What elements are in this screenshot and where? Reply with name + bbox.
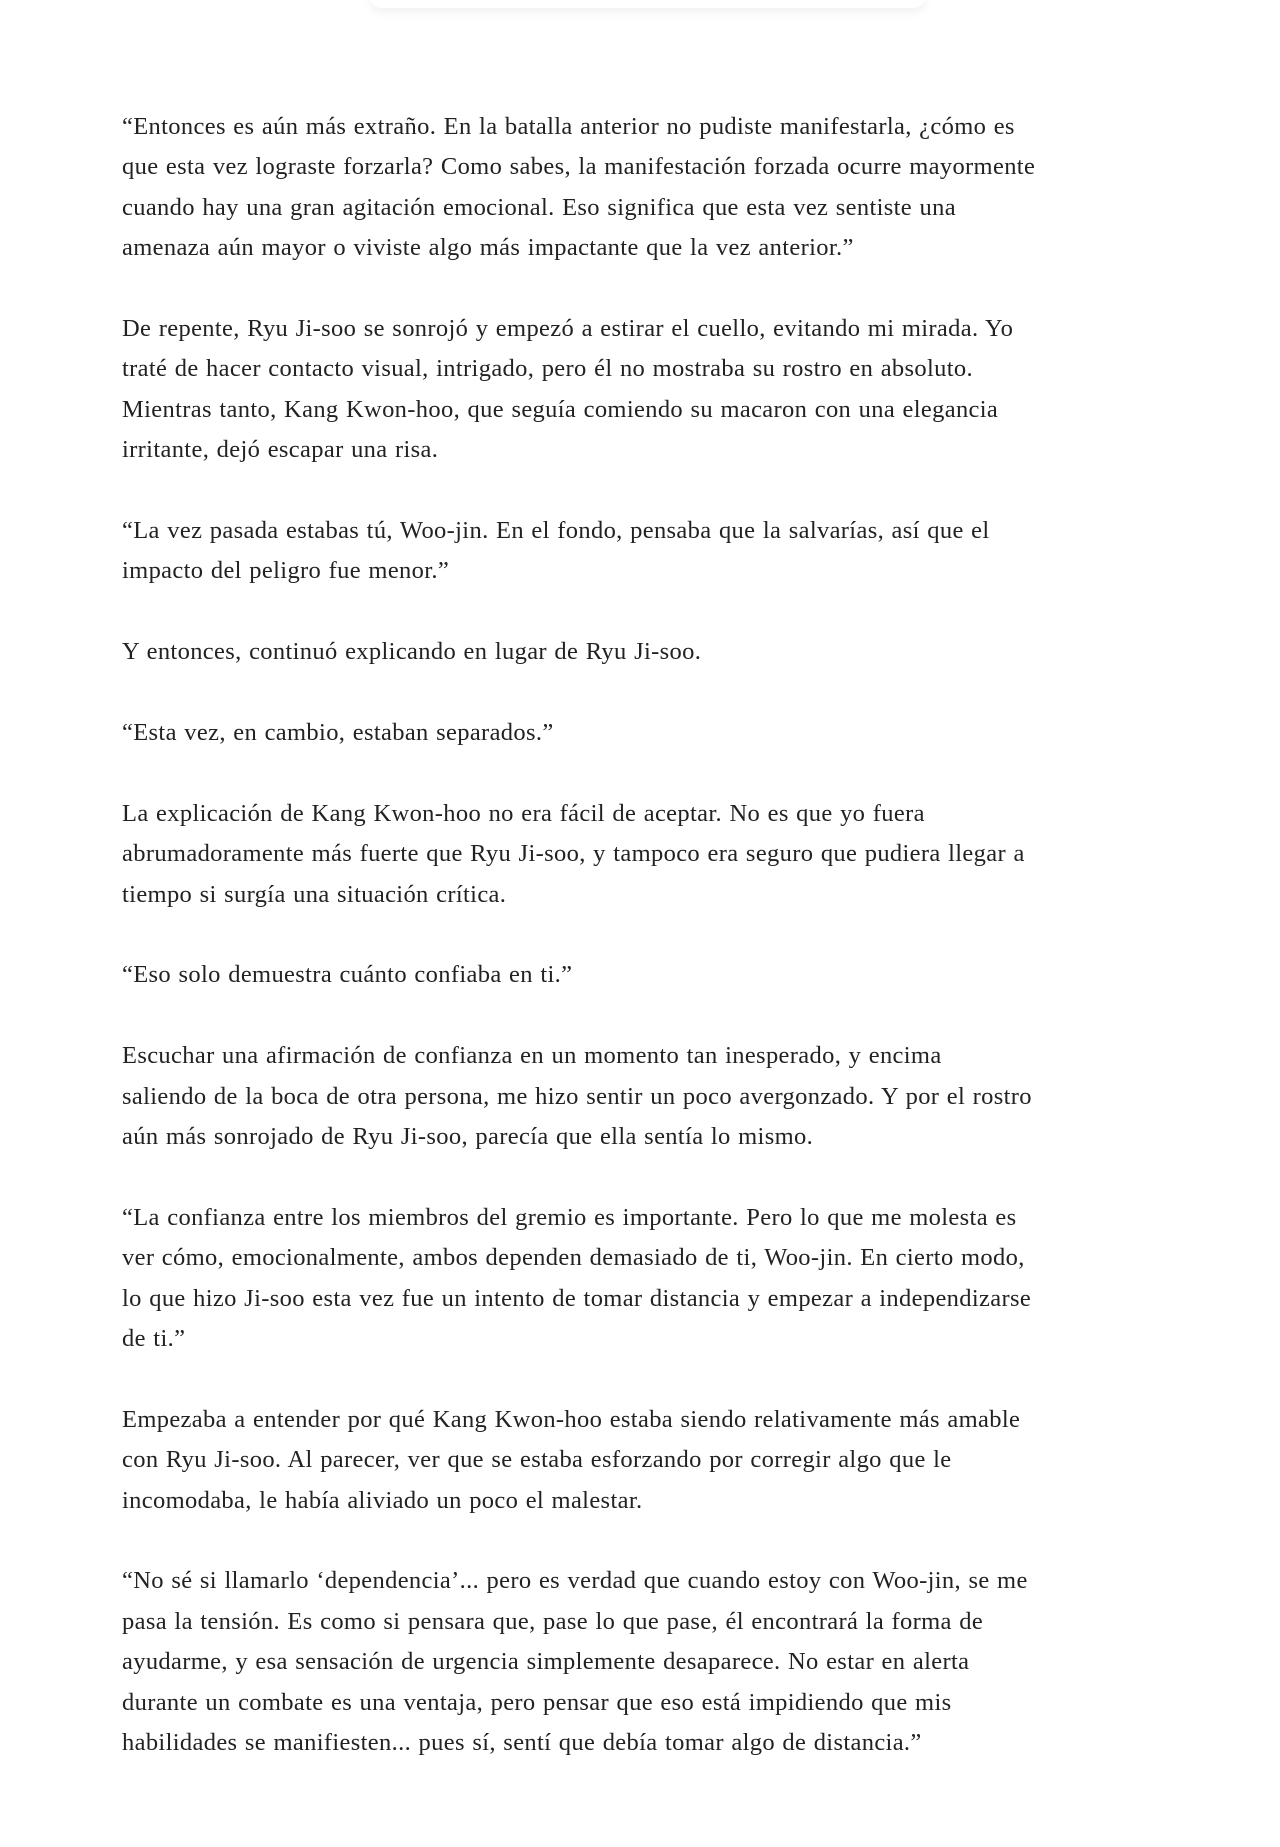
paragraph-line: Mientras tanto, Kang Kwon-hoo, que seguía comiendo su macaron con una elegancia <box>122 395 999 423</box>
paragraph-line: “Eso solo demuestra cuánto confiaba en ti.” <box>122 961 573 989</box>
paragraph-line: La explicación de Kang Kwon-hoo no era fácil de aceptar. No es que yo fuera <box>122 799 925 827</box>
paragraph-line: “Entonces es aún más extraño. En la batalla anterior no pudiste manifestarla, ¿cómo es <box>122 113 1015 140</box>
paragraph-line: “No sé si llamarlo ‘dependencia’... pero es verdad que cuando estoy con Woo-jin, se me <box>122 1567 1028 1595</box>
header-shadow <box>370 0 925 8</box>
paragraph-line: Escuchar una afirmación de confianza en un momento tan inesperado, y encima <box>122 1042 942 1070</box>
paragraph <box>122 1036 1182 1157</box>
paragraph-line: amenaza aún mayor o viviste algo más impactante que la vez anterior.” <box>122 234 854 262</box>
paragraph <box>122 955 1182 995</box>
paragraph <box>122 1400 1182 1521</box>
paragraph-line: tiempo si surgía una situación crítica. <box>122 880 507 908</box>
paragraph-line: aún más sonrojado de Ryu Ji-soo, parecía que ella sentía lo mismo. <box>122 1123 814 1151</box>
paragraph-line: incomodaba, le había aliviado un poco el malestar. <box>122 1486 643 1514</box>
paragraph-line: traté de hacer contacto visual, intrigado, pero él no mostraba su rostro en absoluto. <box>122 355 973 383</box>
paragraph-line: lo que hizo Ji-soo esta vez fue un intento de tomar distancia y empezar a independizarse <box>122 1284 1032 1312</box>
paragraph-line: durante un combate es una ventaja, pero pensar que eso está impidiendo que mis <box>122 1688 952 1716</box>
paragraph <box>122 1198 1182 1360</box>
paragraph-line: De repente, Ryu Ji-soo se sonrojó y empezó a estirar el cuello, evitando mi mirada. Yo <box>122 315 1014 343</box>
paragraph <box>122 511 1182 592</box>
paragraph-line: “Esta vez, en cambio, estaban separados.” <box>122 719 554 747</box>
paragraph-line: de ti.” <box>122 1325 186 1353</box>
paragraph-line: que esta vez lograste forzarla? Como sabes, la manifestación forzada ocurre mayormente <box>122 153 1036 181</box>
paragraph-line: habilidades se manifiesten... pues sí, sentí que debía tomar algo de distancia.” <box>122 1729 922 1757</box>
paragraph-line: saliendo de la boca de otra persona, me hizo sentir un poco avergonzado. Y por el rostro <box>122 1082 1032 1110</box>
paragraph <box>122 1561 1182 1763</box>
article-body <box>122 107 1182 1804</box>
paragraph-line: abrumadoramente más fuerte que Ryu Ji-soo, y tampoco era seguro que pudiera llegar a <box>122 840 1025 868</box>
paragraph-line: con Ryu Ji-soo. Al parecer, ver que se estaba esforzando por corregir algo que le <box>122 1446 952 1474</box>
paragraph <box>122 713 1182 753</box>
paragraph <box>122 794 1182 915</box>
paragraph-line: ayudarme, y esa sensación de urgencia simplemente desaparece. No estar en alerta <box>122 1648 970 1676</box>
paragraph-line: “La confianza entre los miembros del gremio es importante. Pero lo que me molesta es <box>122 1203 1017 1231</box>
paragraph <box>122 309 1182 471</box>
paragraph <box>122 632 1182 672</box>
paragraph-line: Empezaba a entender por qué Kang Kwon-hoo estaba siendo relativamente más amable <box>122 1405 1021 1433</box>
paragraph-line: cuando hay una gran agitación emocional. Eso significa que esta vez sentiste una <box>122 193 956 221</box>
paragraph-line: pasa la tensión. Es como si pensara que, pase lo que pase, él encontrará la forma de <box>122 1607 984 1635</box>
paragraph-line: irritante, dejó escapar una risa. <box>122 436 439 464</box>
paragraph <box>122 107 1182 269</box>
paragraph-line: “La vez pasada estabas tú, Woo-jin. En el fondo, pensaba que la salvarías, así que el <box>122 517 990 545</box>
paragraph-line: ver cómo, emocionalmente, ambos dependen demasiado de ti, Woo-jin. En cierto modo, <box>122 1244 1025 1272</box>
paragraph-line: impacto del peligro fue menor.” <box>122 557 450 585</box>
paragraph-line: Y entonces, continuó explicando en lugar de Ryu Ji-soo. <box>122 638 702 666</box>
